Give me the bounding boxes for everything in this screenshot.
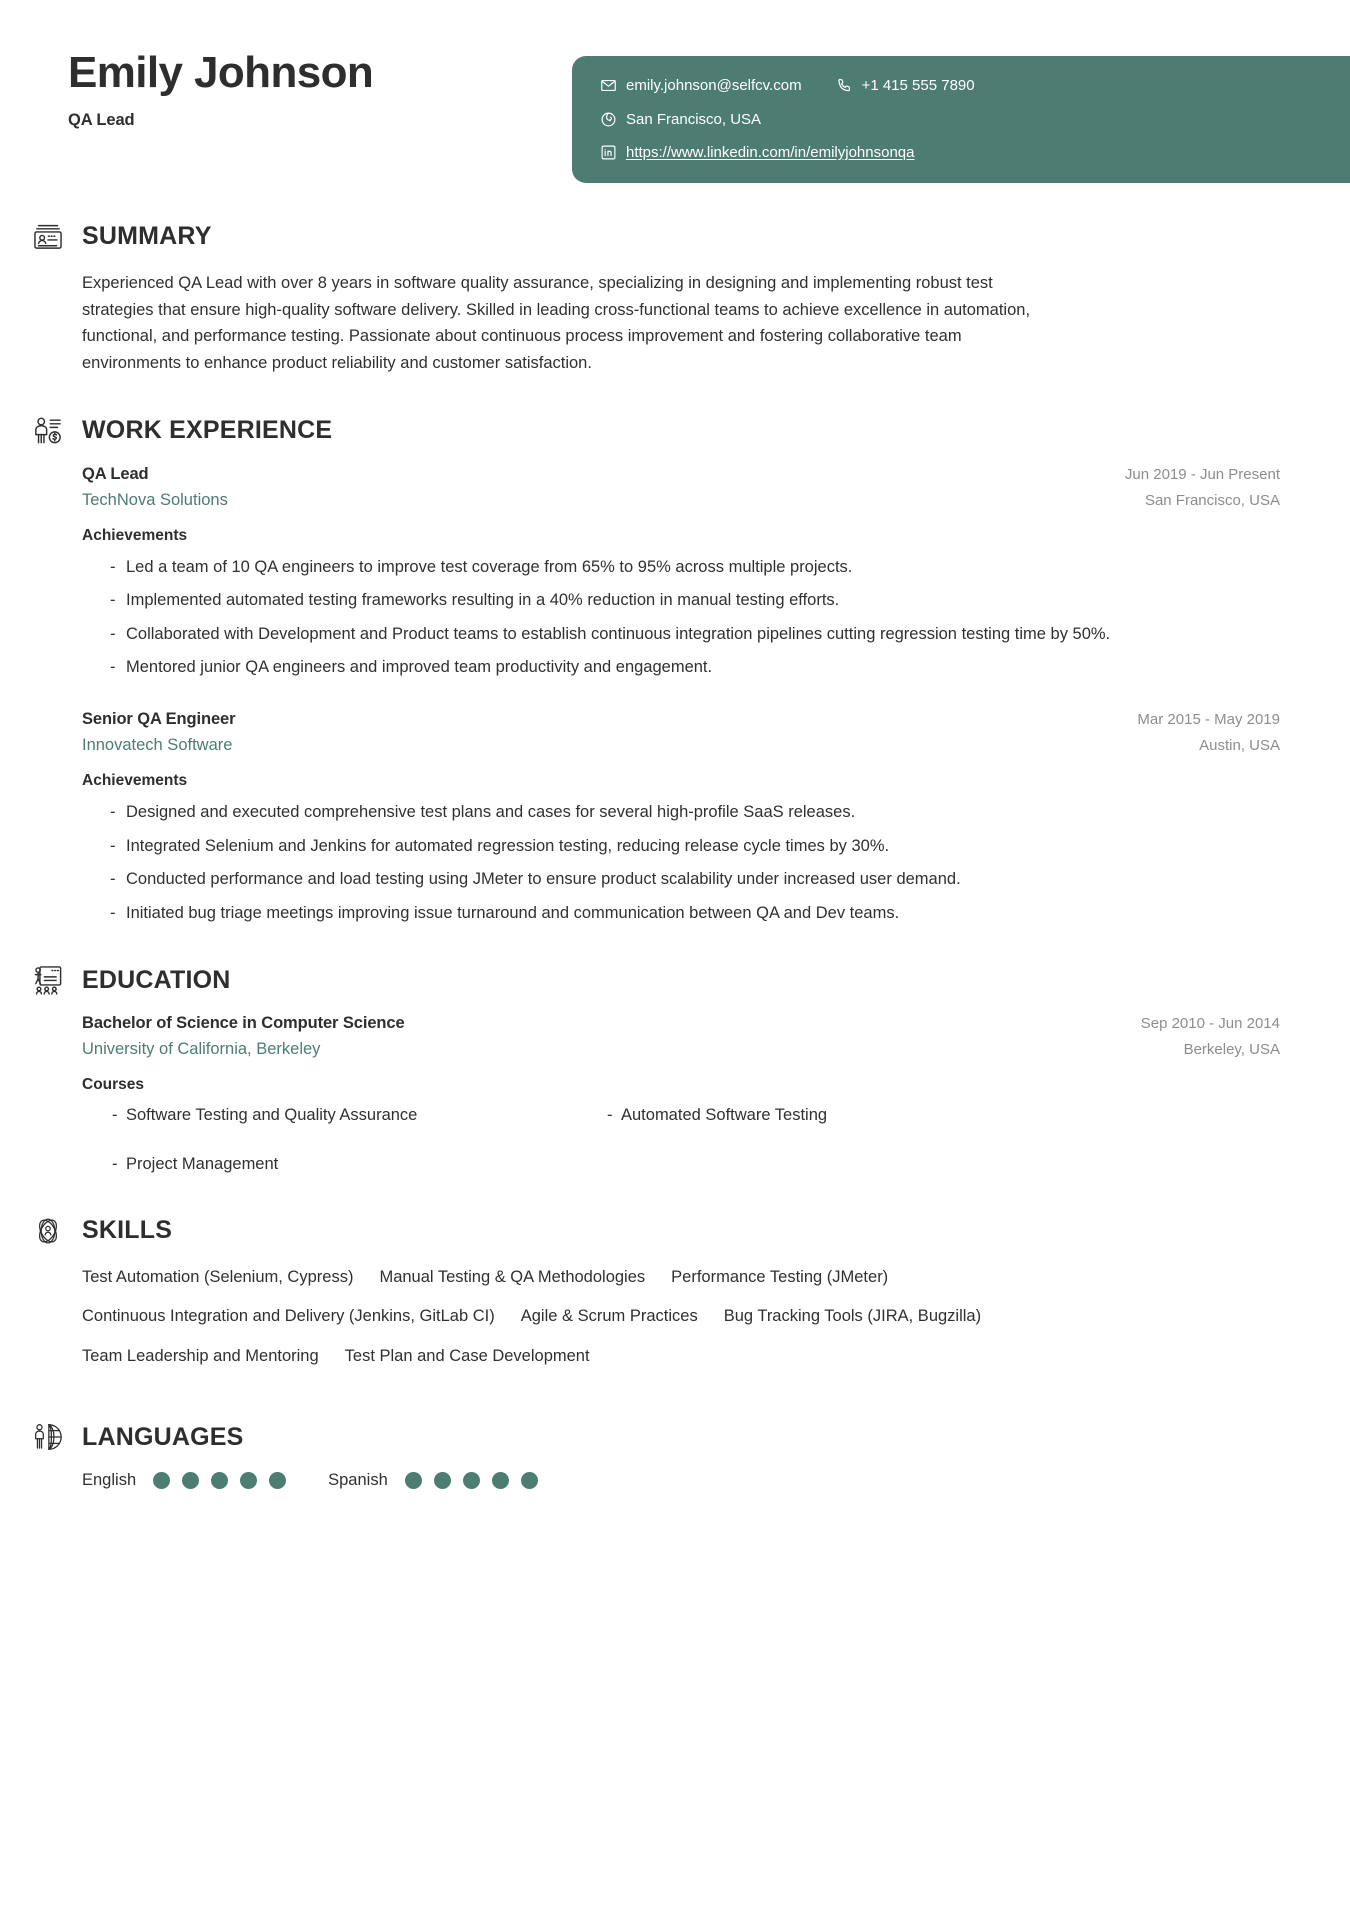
language-name: English bbox=[82, 1471, 137, 1490]
work-achievements-list bbox=[82, 554, 1280, 681]
section-summary bbox=[0, 216, 1350, 377]
contact-row-linkedin bbox=[600, 143, 1324, 163]
work-organization: Innovatech Software bbox=[82, 736, 233, 755]
work-entry-sub bbox=[82, 491, 1280, 510]
proficiency-dot bbox=[211, 1472, 228, 1489]
skill-item: Test Plan and Case Development bbox=[344, 1346, 590, 1365]
phone-icon bbox=[836, 77, 853, 94]
work-date: Jun 2019 - Jun Present bbox=[1124, 465, 1280, 483]
section-summary-head bbox=[28, 216, 1280, 256]
work-entry bbox=[82, 710, 1280, 926]
proficiency-dot bbox=[521, 1472, 538, 1489]
section-languages-head bbox=[28, 1417, 1280, 1457]
work-entry-sub bbox=[82, 736, 1280, 755]
teacher-board-icon bbox=[28, 960, 68, 1000]
work-achievements-label: Achievements bbox=[82, 772, 188, 790]
globe-pin-icon bbox=[600, 111, 617, 128]
education-date: Sep 2010 - Jun 2014 bbox=[1140, 1015, 1280, 1032]
section-skills-title: SKILLS bbox=[82, 1216, 173, 1244]
skill-item: Bug Tracking Tools (JIRA, Bugzilla) bbox=[723, 1307, 982, 1326]
proficiency-dot bbox=[492, 1472, 509, 1489]
language-item bbox=[328, 1471, 538, 1490]
identity-block bbox=[68, 48, 373, 130]
section-work-experience bbox=[0, 411, 1350, 926]
language-level-dots bbox=[405, 1472, 538, 1489]
work-achievements-label: Achievements bbox=[82, 526, 188, 544]
proficiency-dot bbox=[463, 1472, 480, 1489]
work-achievement-item: - Led a team of 10 QA engineers to improve test coverage from 65% to 95% across multiple projects. bbox=[82, 554, 1280, 580]
proficiency-dot bbox=[153, 1472, 170, 1489]
contact-linkedin-text[interactable]: https://www.linkedin.com/in/emilyjohnsonqa bbox=[626, 144, 915, 161]
section-education-body bbox=[28, 1014, 1280, 1177]
work-achievement-item: - Implemented automated testing frameworks resulting in a 40% reduction in manual testing efforts. bbox=[82, 587, 1280, 613]
section-education-title: EDUCATION bbox=[82, 965, 231, 994]
skill-item: Performance Testing (JMeter) bbox=[671, 1267, 889, 1286]
section-skills-head bbox=[28, 1211, 1280, 1251]
proficiency-dot bbox=[269, 1472, 286, 1489]
proficiency-dot bbox=[240, 1472, 257, 1489]
course-item: - Project Management bbox=[82, 1152, 567, 1177]
atom-brain-icon bbox=[28, 1211, 68, 1251]
work-role: Senior QA Engineer bbox=[82, 710, 236, 729]
contact-linkedin[interactable] bbox=[600, 143, 914, 163]
course-item: - Automated Software Testing bbox=[577, 1103, 1062, 1128]
work-entry-top bbox=[82, 710, 1280, 729]
work-achievement-item: - Mentored junior QA engineers and improved team productivity and engagement. bbox=[82, 654, 1280, 680]
education-entry bbox=[82, 1014, 1280, 1177]
work-location: San Francisco, USA bbox=[1144, 491, 1280, 509]
work-entry bbox=[82, 465, 1280, 681]
contact-phone[interactable] bbox=[836, 76, 975, 96]
language-name: Spanish bbox=[328, 1471, 388, 1490]
contact-email-text: emily.johnson@selfcv.com bbox=[626, 77, 802, 94]
work-achievement-item: - Integrated Selenium and Jenkins for automated regression testing, reducing release cycle times by 30%. bbox=[82, 833, 1280, 859]
skills-list bbox=[82, 1265, 1072, 1384]
skill-item: Agile & Scrum Practices bbox=[520, 1307, 698, 1326]
work-achievement-item: - Initiated bug triage meetings improving issue turnaround and communication between QA and Dev teams. bbox=[82, 900, 1280, 926]
education-degree: Bachelor of Science in Computer Science bbox=[82, 1014, 405, 1032]
education-entry-sub bbox=[82, 1040, 1280, 1059]
skill-item: Continuous Integration and Delivery (Jenkins, GitLab CI) bbox=[82, 1307, 495, 1326]
work-location: Austin, USA bbox=[1199, 737, 1280, 755]
id-card-icon bbox=[28, 216, 68, 256]
work-organization: TechNova Solutions bbox=[82, 490, 228, 509]
proficiency-dot bbox=[182, 1472, 199, 1489]
education-courses-grid bbox=[82, 1103, 1062, 1177]
education-courses-label: Courses bbox=[82, 1076, 145, 1093]
resume-header bbox=[0, 0, 1350, 196]
work-achievement-item: - Conducted performance and load testing using JMeter to ensure product scalability under increased user demand. bbox=[82, 866, 1280, 892]
contact-row-location bbox=[600, 110, 1324, 130]
section-skills bbox=[0, 1211, 1350, 1384]
envelope-icon bbox=[600, 77, 617, 94]
section-skills-body bbox=[28, 1265, 1280, 1384]
person-salary-icon bbox=[28, 411, 68, 451]
section-education bbox=[0, 960, 1350, 1177]
full-name: Emily Johnson bbox=[68, 48, 374, 97]
skill-item: Manual Testing & QA Methodologies bbox=[379, 1267, 646, 1286]
contact-email[interactable] bbox=[600, 76, 802, 96]
section-summary-body bbox=[28, 270, 1280, 377]
contact-location-text: San Francisco, USA bbox=[626, 110, 762, 128]
work-entry-top bbox=[82, 465, 1280, 484]
contact-panel bbox=[572, 56, 1350, 183]
language-level-dots bbox=[153, 1472, 286, 1489]
work-achievements-list bbox=[82, 799, 1280, 926]
education-location: Berkeley, USA bbox=[1183, 1041, 1280, 1058]
section-summary-title: SUMMARY bbox=[82, 221, 212, 250]
work-role: QA Lead bbox=[82, 464, 149, 483]
section-languages bbox=[0, 1417, 1350, 1490]
section-languages-body bbox=[28, 1471, 1280, 1490]
contact-row-primary bbox=[600, 76, 1324, 96]
section-work-head bbox=[28, 411, 1280, 451]
section-work-body bbox=[28, 465, 1280, 926]
summary-text: Experienced QA Lead with over 8 years in software quality assurance, specializing in designing and implementing robust test strategies that ensure high-quality software delivery. Skilled in leading cross-functional teams to achieve excellence in automation, functional, and performance testing. Passionate about continuous process improvement and fostering collaborative team environments to enhance product reliability and customer satisfaction. bbox=[82, 274, 1031, 373]
job-title: QA Lead bbox=[68, 110, 135, 129]
section-education-head bbox=[28, 960, 1280, 1000]
contact-phone-text: +1 415 555 7890 bbox=[861, 77, 975, 94]
education-institution: University of California, Berkeley bbox=[82, 1040, 321, 1058]
work-date: Mar 2015 - May 2019 bbox=[1137, 711, 1280, 729]
course-item: - Software Testing and Quality Assurance bbox=[82, 1103, 567, 1128]
proficiency-dot bbox=[405, 1472, 422, 1489]
skill-item: Test Automation (Selenium, Cypress) bbox=[82, 1267, 354, 1286]
contact-location bbox=[600, 110, 761, 130]
language-item bbox=[82, 1471, 286, 1490]
languages-list bbox=[82, 1471, 1280, 1490]
section-work-title: WORK EXPERIENCE bbox=[82, 416, 333, 445]
section-languages-title: LANGUAGES bbox=[82, 1422, 244, 1451]
skill-item: Team Leadership and Mentoring bbox=[82, 1346, 319, 1365]
proficiency-dot bbox=[434, 1472, 451, 1489]
work-achievement-item: - Collaborated with Development and Product teams to establish continuous integration pipelines cutting regression testing time by 50%. bbox=[82, 621, 1280, 647]
person-globe-icon bbox=[28, 1417, 68, 1457]
work-achievement-item: - Designed and executed comprehensive test plans and cases for several high-profile SaaS releases. bbox=[82, 799, 1280, 825]
education-entry-top bbox=[82, 1014, 1280, 1033]
linkedin-icon bbox=[600, 144, 617, 161]
